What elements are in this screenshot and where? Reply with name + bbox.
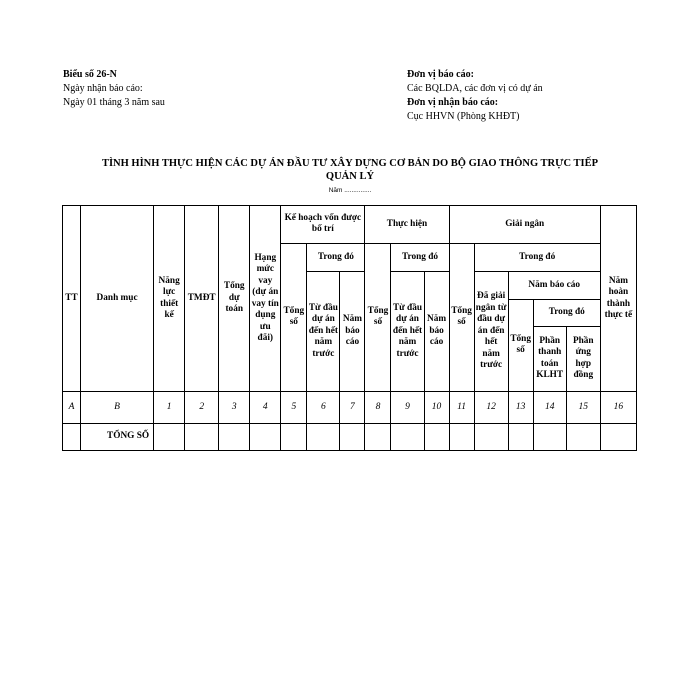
total-cell xyxy=(566,423,600,450)
letter-cell: 16 xyxy=(600,392,636,424)
report-year: Năm ............... xyxy=(328,187,372,194)
total-cell xyxy=(600,423,636,450)
header-nam-hoan-thanh: Năm hoàn thành thực tế xyxy=(600,206,636,392)
reporting-unit-label: Đơn vị báo cáo: xyxy=(407,69,474,80)
header-kh-nam-bao-cao: Năm báo cáo xyxy=(340,272,365,392)
total-cell xyxy=(63,423,81,450)
header-han-muc-vay: Hạng mức vay (dự án vay tín dụng ưu đãi) xyxy=(250,206,281,392)
letter-cell: 1 xyxy=(154,392,185,424)
header-tmdt: TMĐT xyxy=(185,206,219,392)
report-title-line2: QUẢN LÝ xyxy=(325,171,375,182)
letter-cell: 12 xyxy=(474,392,508,424)
receive-date-label: Ngày nhận báo cáo: xyxy=(63,83,143,94)
header-th-tong-so: Tổng số xyxy=(365,243,391,391)
total-cell xyxy=(391,423,424,450)
report-title-line1: TÌNH HÌNH THỰC HIỆN CÁC DỰ ÁN ĐẦU TƯ XÂY DỰNG CƠ BẢN DO BỘ GIAO THÔNG TRỰC TIẾP xyxy=(101,158,599,169)
header-danh-muc: Danh mục xyxy=(81,206,154,392)
total-cell xyxy=(185,423,219,450)
total-cell xyxy=(307,423,340,450)
letter-cell: 3 xyxy=(219,392,250,424)
header-th-trong-do: Trong đó xyxy=(391,243,449,271)
total-cell xyxy=(219,423,250,450)
letter-cell: B xyxy=(81,392,154,424)
header-thuc-hien: Thực hiện xyxy=(365,206,449,244)
header-da-giai-ngan: Đã giải ngân từ đầu dự án đến hết năm trước xyxy=(474,272,508,392)
header-nang-luc-thiet-ke: Năng lực thiết kế xyxy=(154,206,185,392)
letter-cell: 7 xyxy=(340,392,365,424)
total-cell xyxy=(250,423,281,450)
header-tt: TT xyxy=(63,206,81,392)
receiving-unit-label: Đơn vị nhận báo cáo: xyxy=(407,97,499,108)
letter-cell: 13 xyxy=(508,392,533,424)
form-header-left xyxy=(63,68,165,110)
report-title xyxy=(60,157,640,183)
header-phan-ung-hop-dong: Phần ứng hợp đồng xyxy=(566,326,600,391)
header-gn-nam-bao-cao: Năm báo cáo xyxy=(508,272,600,299)
total-cell xyxy=(424,423,449,450)
total-cell xyxy=(365,423,391,450)
reporting-unit-value: Các BQLDA, các đơn vị có dự án xyxy=(407,83,543,94)
header-phan-thanh-toan-klht: Phần thanh toán KLHT xyxy=(533,326,566,391)
letter-cell: 5 xyxy=(281,392,307,424)
total-cell xyxy=(474,423,508,450)
header-th-nam-bao-cao: Năm báo cáo xyxy=(424,272,449,392)
letter-cell: 11 xyxy=(449,392,474,424)
total-cell xyxy=(154,423,185,450)
header-gn-trong-do: Trong đó xyxy=(474,243,600,271)
letter-cell: A xyxy=(63,392,81,424)
total-cell xyxy=(508,423,533,450)
total-cell xyxy=(340,423,365,450)
letter-cell: 4 xyxy=(250,392,281,424)
total-cell xyxy=(533,423,566,450)
letter-cell: 6 xyxy=(307,392,340,424)
header-tong-du-toan: Tổng dự toán xyxy=(219,206,250,392)
letter-cell: 9 xyxy=(391,392,424,424)
form-header-right xyxy=(407,68,543,124)
letter-cell: 8 xyxy=(365,392,391,424)
header-th-tu-dau-du-an: Từ đầu dự án đến hết năm trước xyxy=(391,272,424,392)
receiving-unit-value: Cục HHVN (Phòng KHĐT) xyxy=(407,111,520,122)
header-kh-tong-so: Tổng số xyxy=(281,243,307,391)
letter-cell: 15 xyxy=(566,392,600,424)
letter-cell: 10 xyxy=(424,392,449,424)
header-gn-tong-so: Tổng số xyxy=(449,243,474,391)
header-gn-nbc-tong-so: Tổng số xyxy=(508,299,533,392)
report-table xyxy=(62,205,637,451)
header-kh-tu-dau-du-an: Từ đầu dự án đến hết năm trước xyxy=(307,272,340,392)
header-giai-ngan: Giải ngân xyxy=(449,206,600,244)
total-label: TỔNG SỐ xyxy=(81,423,154,450)
header-ke-hoach-von: Kế hoạch vốn được bố trí xyxy=(281,206,365,244)
total-cell xyxy=(281,423,307,450)
header-gn-nbc-trong-do: Trong đó xyxy=(533,299,600,326)
form-code: Biểu số 26-N xyxy=(63,69,117,80)
total-cell xyxy=(449,423,474,450)
letter-cell: 2 xyxy=(185,392,219,424)
receive-date-value: Ngày 01 tháng 3 năm sau xyxy=(63,97,165,108)
header-kh-trong-do: Trong đó xyxy=(307,243,365,271)
letter-cell: 14 xyxy=(533,392,566,424)
